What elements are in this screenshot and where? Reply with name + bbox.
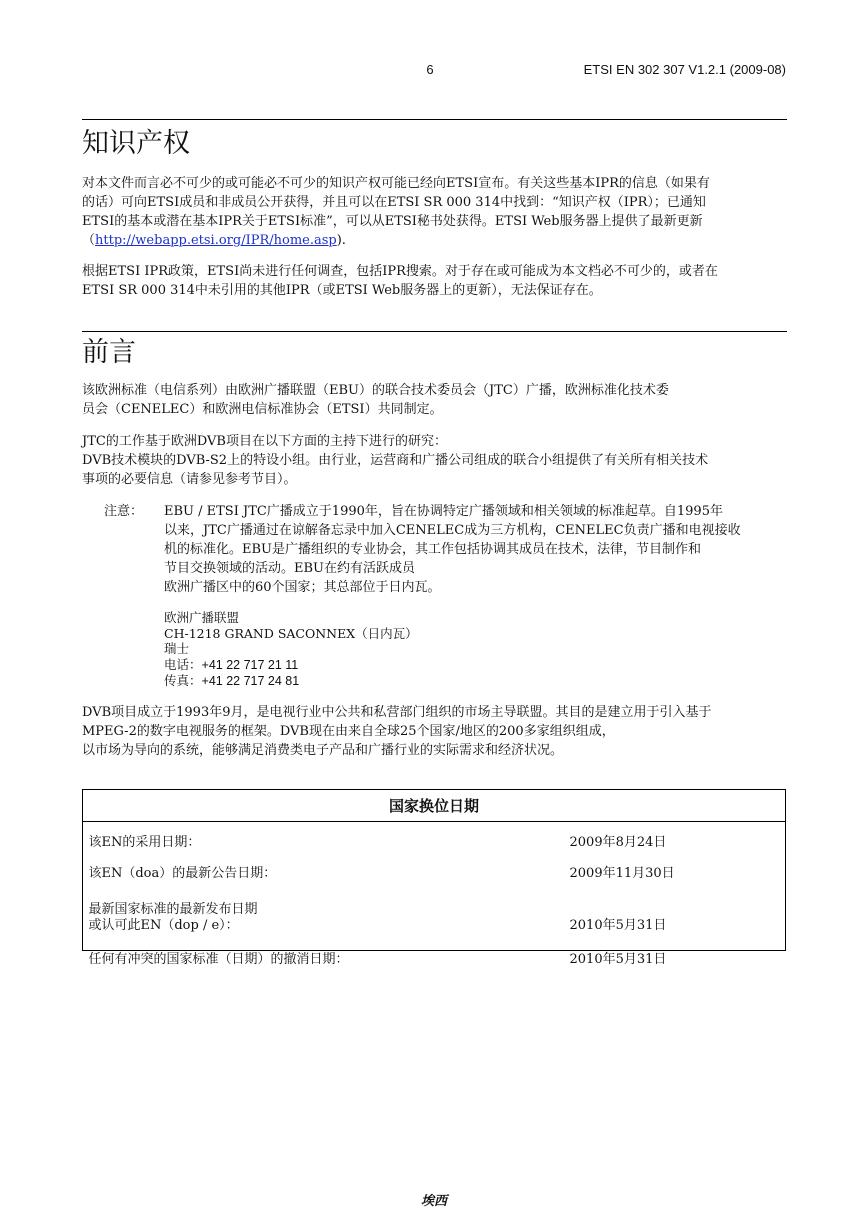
row-value: 2010年5月31日 xyxy=(569,952,667,967)
row-label: 该EN（doa）的最新公告日期： xyxy=(88,866,277,881)
address-phone xyxy=(164,657,418,674)
text-line: 根据ETSI IPR政策，ETSI尚未进行任何调查，包括IPR搜索。对于存在或可能成为本文档必不可少的，或者在 xyxy=(82,264,718,279)
note-body xyxy=(164,502,774,597)
text-line: 节目交换领域的活动。EBU在约有活跃成员 xyxy=(164,561,415,576)
address-country: 瑞士 xyxy=(164,641,190,656)
table-row xyxy=(83,884,786,936)
text-line: DVB技术模块的DVB-S2上的特设小组。由行业，运营商和广播公司组成的联合小组提供了有关所有相关技术 xyxy=(82,453,709,468)
text-line: 该欧洲标准（电信系列）由欧洲广播联盟（EBU）的联合技术委员会（JTC）广播，欧洲标准化技术委 xyxy=(82,383,669,398)
ipr-paragraph-1 xyxy=(82,174,782,250)
section-divider-foreword xyxy=(82,331,787,332)
text-line: 事项的必要信息（请参见参考节目）。 xyxy=(82,472,297,487)
text-line: JTC的工作基于欧洲DVB项目在以下方面的主持下进行的研究： xyxy=(82,434,447,449)
phone-number: +41 22 717 21 11 xyxy=(201,657,299,672)
ebu-address-block xyxy=(164,610,418,690)
phone-label: 电话： xyxy=(164,656,202,672)
text-line: MPEG-2的数字电视服务的框架。DVB现在由来自全球25个国家/地区的200多家组织组成， xyxy=(82,724,615,739)
address-street: CH-1218 GRAND SACONNEX（日内瓦） xyxy=(164,625,418,641)
ipr-database-link[interactable]: http://webapp.etsi.org/IPR/home.asp xyxy=(95,233,337,248)
address-organisation: 欧洲广播联盟 xyxy=(164,610,240,625)
text-line xyxy=(82,231,782,250)
text-line: DVB项目成立于1993年9月，是电视行业中公共和私营部门组织的市场主导联盟。其目的是建立用于引入基于 xyxy=(82,705,712,720)
text-line: 对本文件而言必不可少的或可能必不可少的知识产权可能已经向ETSI宣布。有关这些基本IPR的信息（如果有 xyxy=(82,176,710,191)
section-divider-ipr xyxy=(82,119,787,120)
ipr-paragraph-2 xyxy=(82,262,782,300)
link-close-paren: ). xyxy=(336,233,346,248)
text-line: 的话）可向ETSI成员和非成员公开获得，并且可以在ETSI SR 000 314中找到：“知识产权（IPR）；已通知 xyxy=(82,195,706,210)
table-row xyxy=(83,822,786,854)
row-label: 该EN的采用日期： xyxy=(88,835,201,850)
text-line: EBU / ETSI JTC广播成立于1990年，旨在协调特定广播领域和相关领域的标准起草。自1995年 xyxy=(164,504,723,519)
text-line: 员会（CENELEC）和欧洲电信标准协会（ETSI）共同制定。 xyxy=(82,402,443,417)
table-row xyxy=(83,936,786,970)
text-line: ETSI SR 000 314中未引用的其他IPR（或ETSI Web服务器上的更新），无法保证存在。 xyxy=(82,283,602,298)
document-reference: ETSI EN 302 307 V1.2.1 (2009-08) xyxy=(583,62,786,77)
row-label: 任何有冲突的国家标准（日期）的撤消日期： xyxy=(88,952,349,967)
row-value: 2009年8月24日 xyxy=(569,835,667,850)
row-label xyxy=(83,884,564,936)
text-line: 欧洲广播区中的60个国家；其总部位于日内瓦。 xyxy=(164,580,441,595)
link-open-paren: （ xyxy=(82,233,96,248)
fax-label: 传真： xyxy=(164,673,202,688)
table-row xyxy=(83,853,786,884)
heading-foreword: 前言 xyxy=(82,337,136,368)
table-title: 国家换位日期 xyxy=(83,790,786,822)
heading-ipr: 知识产权 xyxy=(82,128,190,159)
text-line: ETSI的基本或潜在基本IPR关于ETSI标准”，可以从ETSI秘书处获得。ETSI Web服务器上提供了最新更新 xyxy=(82,214,703,229)
address-fax xyxy=(164,673,418,690)
row-label-line: 最新国家标准的最新发布日期 xyxy=(88,902,258,917)
page-footer: 埃西 xyxy=(420,1194,447,1209)
row-value: 2010年5月31日 xyxy=(569,918,667,933)
row-value: 2009年11月30日 xyxy=(569,866,675,881)
text-line: 机的标准化。EBU是广播组织的专业协会，其工作包括协调其成员在技术，法律，节目制作和 xyxy=(164,542,701,557)
text-line: 以市场为导向的系统，能够满足消费类电子产品和广播行业的实际需求和经济状况。 xyxy=(82,743,564,758)
foreword-paragraph-1 xyxy=(82,381,782,419)
foreword-paragraph-3 xyxy=(82,703,782,760)
note-label: 注意： xyxy=(104,504,144,519)
row-label-line: 或认可此EN（dop / e）： xyxy=(88,918,239,933)
transposition-dates-table xyxy=(82,789,786,970)
page-number: 6 xyxy=(426,62,434,77)
foreword-paragraph-2 xyxy=(82,432,782,489)
fax-number: +41 22 717 24 81 xyxy=(201,674,300,688)
text-line: 以来，JTC广播通过在谅解备忘录中加入CENELEC成为三方机构，CENELEC负责广播和电视接收 xyxy=(164,523,741,538)
